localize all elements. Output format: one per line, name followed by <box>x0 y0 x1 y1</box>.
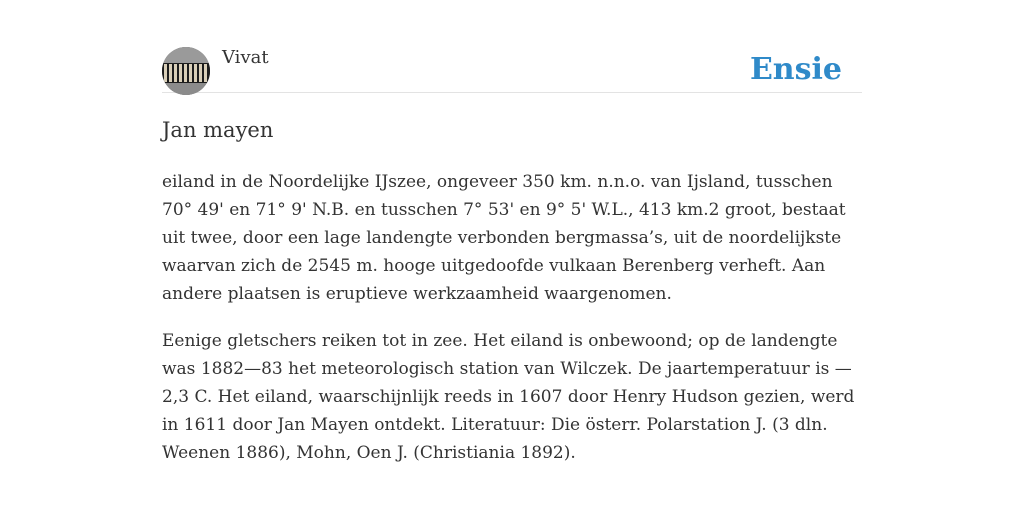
article-title: Jan mayen <box>162 118 274 142</box>
article-body <box>162 168 862 486</box>
article-paragraph: Eenige gletschers reiken tot in zee. Het eiland is onbewoond; op de landengte was 1882—83 het meteorologisch station van Wilczek. De jaartemperatuur is —2,3 C. Het eiland, waarschijnlijk reeds in 1607 door Henry Hudson gezien, werd in 1611 door Jan Mayen ontdekt. Literatuur: Die österr. Polarstation J. (3 dln. Weenen 1886), Mohn, Oen J. (Christiania 1892). <box>162 331 855 463</box>
source-name[interactable]: Vivat <box>222 47 269 68</box>
article-paragraph: eiland in de Noordelijke IJszee, ongeveer 350 km. n.n.o. van Ijsland, tusschen 70° 49' en 71° 9' N.B. en tusschen 7° 53' en 9° 5' W.L., 413 km.2 groot, bestaat uit twee, door een lage landengte verbonden bergmassa’s, uit de noordelijkste waarvan zich de 2545 m. hooge uitgedoofde vulkaan Berenberg verheft. Aan andere plaatsen is eruptieve werkzaamheid waargenomen. <box>162 172 846 304</box>
book-spines-icon <box>162 47 210 95</box>
header <box>162 46 862 93</box>
brand-logo[interactable]: Ensie <box>749 52 842 87</box>
source-avatar[interactable] <box>162 47 210 95</box>
